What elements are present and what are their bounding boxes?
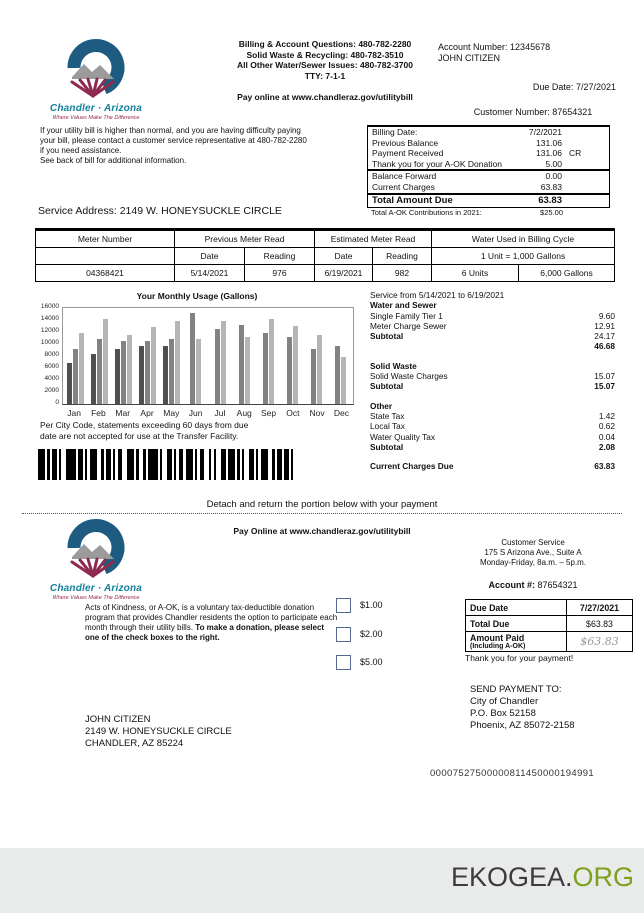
usage-bar	[121, 341, 126, 404]
barcode-bar	[228, 449, 235, 480]
summary-row: Thank you for your A-OK Donation 5.00	[372, 158, 562, 169]
text-line: CHANDLER, AZ 85224	[85, 738, 184, 749]
logo-tagline: Where Values Make The Difference	[52, 595, 140, 601]
charge-value: 1.42	[598, 410, 615, 421]
charge-value: 15.07	[594, 381, 615, 392]
ekogea-logo: EKOGEA.ORG	[450, 862, 634, 892]
text-line: 175 S Arizona Ave., Suite A	[484, 548, 582, 557]
stub-account-line: Account #: 87654321	[488, 580, 578, 590]
city-code-note	[40, 420, 350, 441]
charge-label: Meter Charge Sewer	[370, 320, 447, 331]
logo-tagline: Where Values Make The Difference	[52, 115, 140, 121]
chandler-logo-icon	[59, 38, 133, 98]
contact-lines	[175, 39, 475, 81]
usage-bar	[269, 319, 274, 404]
charge-value: 0.62	[598, 421, 615, 432]
charge-row	[370, 421, 615, 431]
usage-bar	[293, 326, 298, 404]
month-bar-group	[208, 308, 232, 404]
amount-paid-row: Amount Paid (Including A-OK) $63.83	[466, 632, 633, 652]
usage-chart	[36, 291, 358, 418]
meter-data-row: 04368421 5/14/2021 976 6/19/2021 982 6 Units 6,000 Gallons	[36, 265, 615, 282]
charge-value	[560, 361, 615, 371]
charge-row	[370, 442, 615, 452]
donation-amount-3: $5.00	[360, 657, 383, 667]
customer-number-line: Customer Number: 87654321	[473, 107, 593, 117]
month-bar-group	[184, 308, 208, 404]
text-line: Per City Code, statements exceeding 60 days from due	[40, 420, 249, 430]
text-line: if you need assistance.	[40, 146, 122, 155]
customer-name: JOHN CITIZEN	[438, 53, 500, 63]
charge-row	[370, 411, 615, 421]
logo-wordmark: Chandler · Arizona	[49, 583, 143, 594]
month-bar-group	[305, 308, 329, 404]
aok-paragraph: Acts of Kindness, or A-OK, is a voluntary tax-deductible donation program that provides Chandler residents the option to participate each month through their utility bills. To make a donation, please select one of the check boxes to the right.	[85, 603, 338, 642]
donation-checkbox-2[interactable]	[336, 627, 351, 642]
y-tick-label: 8000	[44, 351, 59, 358]
logo-wordmark: Chandler · Arizona	[49, 103, 143, 114]
charge-value: 9.60	[598, 310, 615, 321]
chandler-logo	[36, 38, 156, 121]
chandler-logo-stub	[36, 518, 156, 601]
donation-checkbox-3[interactable]	[336, 655, 351, 670]
barcode	[38, 449, 296, 480]
usage-bar	[73, 349, 78, 404]
text-line: P.O. Box 52158	[470, 708, 536, 719]
month-bar-group	[232, 308, 256, 404]
text-line: Customer Service	[501, 538, 565, 547]
service-address: Service Address: 2149 W. HONEYSUCKLE CIRCLE	[38, 205, 282, 217]
usage-bar	[163, 346, 168, 404]
usage-bar	[196, 339, 201, 404]
month-bar-group	[329, 308, 353, 404]
x-tick-label: Dec	[333, 408, 349, 418]
charge-label: Water Quality Tax	[370, 431, 436, 442]
billing-summary	[367, 125, 610, 218]
text-line: See back of bill for additional information.	[40, 156, 187, 165]
charge-value	[560, 290, 615, 300]
usage-bar	[127, 335, 132, 404]
barcode-bar	[38, 449, 45, 480]
usage-bar	[79, 333, 84, 404]
usage-bar	[341, 357, 346, 404]
charge-row	[370, 321, 615, 331]
total-due-row: Total Due $63.83	[466, 616, 633, 632]
chart-plot-area	[62, 307, 354, 405]
chart-y-axis	[36, 303, 62, 406]
y-tick-label: 2000	[44, 387, 59, 394]
x-tick-label: Jun	[188, 408, 203, 418]
month-bar-group	[111, 308, 135, 404]
donation-checkbox-1[interactable]	[336, 598, 351, 613]
x-tick-label: Feb	[91, 408, 106, 418]
barcode-bar	[66, 449, 75, 480]
usage-bar	[97, 339, 102, 404]
charge-row	[370, 461, 615, 471]
scanline-number: 00007527500000811450000194991	[430, 768, 595, 779]
charge-row	[370, 381, 615, 391]
charge-label: State Tax	[370, 410, 405, 421]
usage-bar	[103, 319, 108, 404]
donation-amount-1: $1.00	[360, 600, 383, 610]
charge-label: Current Charges Due	[370, 461, 454, 472]
meter-header-row-2: Date Reading Date Reading 1 Unit = 1,000 Gallons	[36, 248, 615, 265]
charge-value: 12.91	[594, 320, 615, 331]
usage-bar	[239, 325, 244, 404]
charge-label: Subtotal	[370, 331, 404, 342]
charge-row	[370, 290, 615, 300]
due-date-line: Due Date: 7/27/2021	[532, 82, 616, 92]
charges-list	[370, 290, 615, 471]
due-table	[465, 599, 633, 652]
charge-value	[560, 300, 615, 310]
aok-contributions-row: Total A-OK Contributions in 2021: $25.00	[371, 207, 563, 217]
y-tick-label: 0	[55, 399, 59, 406]
donation-amount-2: $2.00	[360, 629, 383, 639]
account-number-line: Account Number: 12345678	[438, 42, 551, 52]
charge-label: Other	[370, 400, 393, 411]
usage-bar	[115, 349, 120, 404]
charge-label: Subtotal	[370, 441, 404, 452]
due-date-row: Due Date 7/27/2021	[466, 600, 633, 616]
y-tick-label: 16000	[40, 303, 59, 310]
barcode-bar	[148, 449, 157, 480]
charge-value: 63.83	[594, 461, 615, 472]
customer-service-block	[438, 538, 628, 568]
charge-row	[370, 352, 615, 361]
pay-online-line: Pay online at www.chandleraz.gov/utilitybill	[237, 92, 413, 103]
contact-block	[175, 39, 475, 103]
usage-bar	[151, 327, 156, 404]
charge-value: 46.68	[594, 341, 615, 352]
stub-pay-online: Pay Online at www.chandleraz.gov/utilitybill	[233, 526, 411, 536]
charge-row	[370, 392, 615, 401]
charge-row	[370, 452, 615, 461]
charge-row	[370, 300, 615, 310]
usage-bar	[245, 337, 250, 404]
usage-bar	[335, 346, 340, 404]
summary-row: Current Charges 63.83	[372, 181, 562, 192]
month-bar-group	[281, 308, 305, 404]
charge-row	[370, 361, 615, 371]
charge-value: 24.17	[594, 331, 615, 342]
usage-bar	[221, 321, 226, 404]
charge-value: 2.08	[598, 441, 615, 452]
month-bar-group	[63, 308, 87, 404]
charge-value: 0.04	[598, 431, 615, 442]
total-amount-due-row: Total Amount Due 63.83	[372, 194, 562, 206]
charge-label: Water and Sewer	[370, 300, 437, 311]
charge-label: Solid Waste	[370, 360, 417, 371]
summary-box-1	[367, 125, 610, 170]
x-tick-label: Oct	[286, 408, 300, 418]
meter-header-row-1: Meter Number Previous Meter Read Estimated Meter Read Water Used in Billing Cycle	[36, 230, 615, 248]
text-line: JOHN CITIZEN	[85, 714, 151, 725]
barcode-bar	[186, 449, 193, 480]
text-line: SEND PAYMENT TO:	[470, 684, 562, 695]
month-bar-group	[256, 308, 280, 404]
footer-band	[0, 848, 644, 913]
text-line: date are not accepted for use at the Transfer Facility.	[40, 430, 239, 441]
text-line: Solid Waste & Recycling: 480-782-3510	[246, 49, 404, 60]
charge-row	[370, 432, 615, 442]
x-tick-label: Sep	[260, 408, 277, 418]
charge-row	[370, 311, 615, 321]
barcode-bar	[90, 449, 97, 480]
x-tick-label: May	[163, 408, 180, 418]
summary-box-2	[367, 170, 610, 193]
barcode-bar	[293, 449, 295, 480]
text-line: your bill, please contact a customer service representative at 480-782-2280	[40, 136, 307, 145]
charge-value	[560, 401, 615, 411]
y-tick-label: 6000	[44, 363, 59, 370]
charge-row	[370, 371, 615, 381]
y-tick-label: 12000	[40, 327, 59, 334]
meter-table	[35, 228, 615, 282]
x-tick-label: Jan	[67, 408, 81, 418]
charge-label: Local Tax	[370, 421, 405, 432]
text-line: Phoenix, AZ 85072-2158	[470, 720, 575, 731]
text-line: TTY: 7-1-1	[304, 70, 346, 81]
y-tick-label: 14000	[40, 315, 59, 322]
barcode-bar	[127, 449, 134, 480]
text-line: 2149 W. HONEYSUCKLE CIRCLE	[85, 726, 232, 737]
x-tick-label: Nov	[309, 408, 325, 418]
barcode-bar	[261, 449, 268, 480]
month-bar-group	[136, 308, 160, 404]
text-line: Monday-Friday, 8a.m. – 5p.m.	[479, 558, 587, 567]
summary-row: Billing Date: 7/2/2021	[372, 127, 562, 137]
charge-row	[370, 331, 615, 341]
usage-bar	[287, 337, 292, 404]
charge-value: 15.07	[594, 371, 615, 382]
usage-bar	[263, 333, 268, 404]
usage-bar	[139, 346, 144, 404]
charge-label: Subtotal	[370, 381, 404, 392]
mailing-address-block	[85, 714, 232, 750]
thank-you-line: Thank you for your payment!	[465, 653, 574, 663]
summary-row: Balance Forward 0.00	[372, 171, 562, 182]
x-tick-label: Aug	[236, 408, 252, 418]
usage-bar	[311, 349, 316, 404]
x-tick-label: Mar	[115, 408, 131, 418]
amount-paid-writein[interactable]: $63.83	[567, 632, 633, 652]
month-bar-group	[87, 308, 111, 404]
high-bill-notice	[40, 126, 362, 166]
charge-row	[370, 401, 615, 411]
charge-row	[370, 341, 615, 351]
text-line: If your utility bill is higher than normal, and you are having difficulty paying	[40, 126, 301, 135]
x-tick-label: Jul	[214, 408, 226, 418]
total-amount-due-box	[367, 194, 610, 208]
usage-bar	[67, 363, 72, 404]
chart-title: Your Monthly Usage (Gallons)	[136, 291, 258, 301]
chart-x-axis	[62, 408, 354, 418]
charge-label: Single Family Tier 1	[370, 310, 443, 321]
text-line: City of Chandler	[470, 696, 539, 707]
send-payment-block	[470, 684, 575, 732]
usage-bar	[145, 341, 150, 404]
month-bar-group	[160, 308, 184, 404]
usage-bar	[215, 329, 220, 404]
y-tick-label: 10000	[40, 339, 59, 346]
text-line: Billing & Account Questions: 480-782-2280	[238, 39, 412, 49]
account-block	[438, 42, 628, 64]
summary-row: Previous Balance 131.06	[372, 137, 562, 148]
usage-bar	[169, 339, 174, 404]
usage-bar	[190, 313, 195, 404]
usage-bar	[317, 335, 322, 404]
detach-instruction: Detach and return the portion below with your payment	[22, 499, 622, 514]
charge-label: Solid Waste Charges	[370, 371, 448, 382]
text-line: All Other Water/Sewer Issues: 480-782-3700	[237, 60, 413, 71]
usage-bar	[175, 321, 180, 404]
x-tick-label: Apr	[140, 408, 154, 418]
summary-row: Payment Received 131.06 CR	[372, 148, 582, 159]
charge-label	[370, 341, 560, 351]
chandler-logo-icon	[59, 518, 133, 578]
usage-bar	[91, 354, 96, 404]
charge-label: Service from 5/14/2021 to 6/19/2021	[370, 290, 505, 300]
y-tick-label: 4000	[44, 375, 59, 382]
